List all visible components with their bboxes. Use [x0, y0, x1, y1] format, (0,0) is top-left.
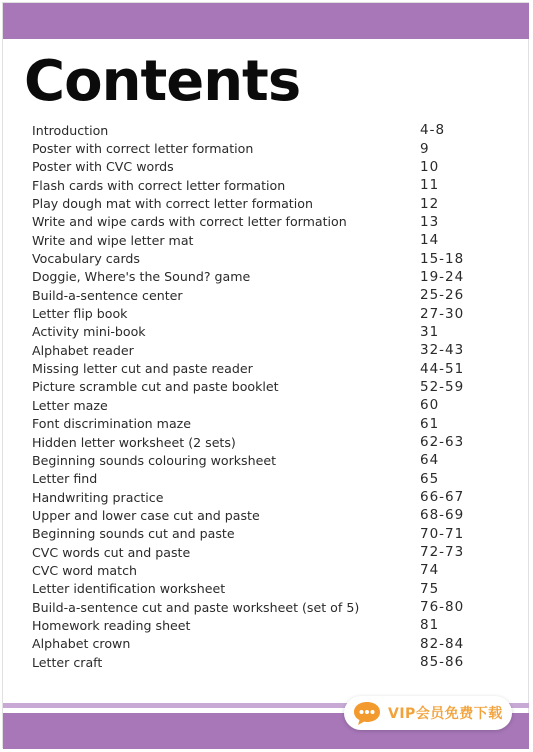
entry-title: Write and wipe cards with correct letter formation	[32, 214, 347, 230]
header-band	[3, 3, 529, 39]
contents-entry	[32, 341, 472, 359]
contents-entry	[32, 451, 472, 469]
entry-title: Beginning sounds colouring worksheet	[32, 452, 277, 468]
entry-pages: 72-73	[420, 544, 465, 561]
entry-pages: 61	[420, 415, 440, 432]
entry-title: Homework reading sheet	[32, 617, 191, 633]
contents-entry	[32, 304, 472, 322]
entry-pages: 68-69	[420, 507, 465, 524]
entry-title: Doggie, Where's the Sound? game	[32, 269, 251, 285]
entry-title: Letter maze	[32, 397, 108, 413]
entry-title: Introduction	[32, 122, 109, 138]
entry-pages: 64	[420, 452, 440, 469]
entry-pages: 12	[420, 195, 440, 212]
contents-entry	[32, 396, 472, 414]
entry-title: Flash cards with correct letter formation	[32, 177, 286, 193]
entry-title: Build-a-sentence center	[32, 287, 183, 303]
contents-entry	[32, 653, 472, 671]
entry-title: Poster with CVC words	[32, 159, 174, 175]
contents-entry	[32, 543, 472, 561]
entry-pages: 11	[420, 177, 440, 194]
entry-title: Missing letter cut and paste reader	[32, 361, 253, 377]
entry-title: Beginning sounds cut and paste	[32, 526, 235, 542]
entry-pages: 62-63	[420, 434, 465, 451]
entry-title: CVC word match	[32, 562, 137, 578]
contents-entry	[32, 323, 472, 341]
contents-entry	[32, 525, 472, 543]
entry-title: Font discrimination maze	[32, 416, 192, 432]
entry-pages: 9	[420, 140, 430, 157]
chat-bubble-icon	[352, 700, 382, 726]
entry-title: Alphabet reader	[32, 342, 134, 358]
contents-entry	[32, 359, 472, 377]
contents-entry	[32, 139, 472, 157]
entry-pages: 74	[420, 562, 440, 579]
entry-title: Letter craft	[32, 654, 103, 670]
contents-entry	[32, 433, 472, 451]
contents-entry	[32, 488, 472, 506]
contents-entry	[32, 249, 472, 267]
vip-download-label[interactable]: VIP会员免费下载	[388, 706, 503, 722]
entry-pages: 85-86	[420, 654, 465, 671]
entry-pages: 31	[420, 323, 440, 340]
contents-entry	[32, 176, 472, 194]
contents-entry	[32, 470, 472, 488]
entry-pages: 52-59	[420, 378, 465, 395]
contents-entry	[32, 635, 472, 653]
entry-title: Letter identification worksheet	[32, 581, 226, 597]
entry-pages: 75	[420, 580, 440, 597]
entry-title: Letter flip book	[32, 306, 128, 322]
contents-entry	[32, 506, 472, 524]
entry-pages: 65	[420, 470, 440, 487]
contents-entry	[32, 121, 472, 139]
entry-pages: 44-51	[420, 360, 465, 377]
entry-title: Letter find	[32, 471, 98, 487]
entry-title: Picture scramble cut and paste booklet	[32, 379, 279, 395]
entry-title: Activity mini-book	[32, 324, 146, 340]
contents-entry	[32, 415, 472, 433]
contents-entry	[32, 213, 472, 231]
entry-title: Poster with correct letter formation	[32, 141, 254, 157]
entry-pages: 25-26	[420, 287, 465, 304]
contents-entry	[32, 231, 472, 249]
entry-pages: 13	[420, 213, 440, 230]
entry-title: Hidden letter worksheet (2 sets)	[32, 434, 236, 450]
entry-title: Play dough mat with correct letter formation	[32, 196, 313, 212]
entry-title: Build-a-sentence cut and paste worksheet (set of 5)	[32, 599, 360, 615]
entry-pages: 14	[420, 232, 440, 249]
vip-download-badge[interactable]	[344, 696, 512, 730]
entry-pages: 60	[420, 397, 440, 414]
entry-title: Write and wipe letter mat	[32, 232, 194, 248]
contents-entry	[32, 158, 472, 176]
entry-pages: 81	[420, 617, 440, 634]
entry-pages: 76-80	[420, 599, 465, 616]
entry-pages: 10	[420, 158, 440, 175]
entry-pages: 27-30	[420, 305, 465, 322]
entry-pages: 4-8	[420, 122, 446, 139]
contents-entry	[32, 286, 472, 304]
entry-pages: 66-67	[420, 489, 465, 506]
contents-entry	[32, 580, 472, 598]
entry-pages: 32-43	[420, 342, 465, 359]
entry-pages: 82-84	[420, 635, 465, 652]
entry-title: Alphabet crown	[32, 636, 131, 652]
contents-list	[32, 121, 472, 671]
contents-entry	[32, 616, 472, 634]
contents-entry	[32, 268, 472, 286]
contents-entry	[32, 194, 472, 212]
entry-title: Handwriting practice	[32, 489, 164, 505]
contents-entry	[32, 598, 472, 616]
entry-pages: 19-24	[420, 268, 465, 285]
entry-title: Vocabulary cards	[32, 251, 140, 267]
contents-entry	[32, 561, 472, 579]
page-title: Contents	[24, 49, 301, 114]
entry-pages: 70-71	[420, 525, 465, 542]
entry-title: Upper and lower case cut and paste	[32, 507, 260, 523]
contents-entry	[32, 378, 472, 396]
entry-title: CVC words cut and paste	[32, 544, 191, 560]
entry-pages: 15-18	[420, 250, 465, 267]
